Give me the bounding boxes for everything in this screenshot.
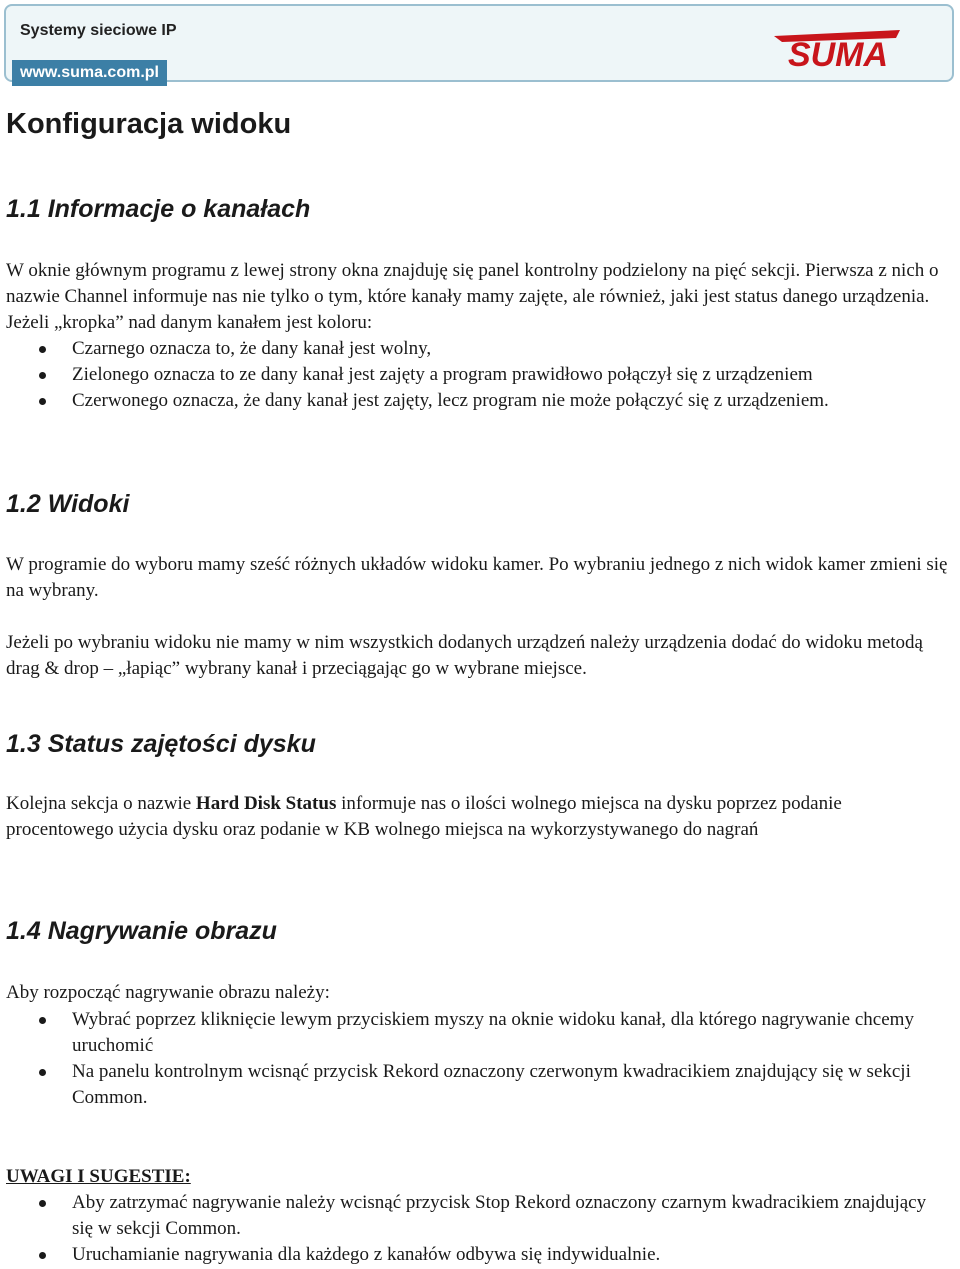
page-header xyxy=(4,4,954,82)
section-1-1-intro: W oknie głównym programu z lewej strony okna znajduję się panel kontrolny podzielony na pięć sekcji. Pierwsza z nich o nazwie Channel informuje nas nie tylko o tym, które kanały mamy zajęte, ale również, jaki jest status danego urządzenia. Jeżeli „kropka” nad danym kanałem jest koloru: xyxy=(6,260,939,333)
list-item: Na panelu kontrolnym wcisnąć przycisk Rekord oznaczony czerwonym kwadracikiem znajdujący się w sekcji Common. xyxy=(0,1059,950,1111)
notes-list xyxy=(0,1190,950,1268)
document-title: Konfiguracja widoku xyxy=(6,108,292,140)
recording-steps-list xyxy=(0,1007,950,1111)
section-heading-1-4: 1.4 Nagrywanie obrazu xyxy=(6,917,277,945)
suma-logo xyxy=(768,24,908,72)
section-1-3-text-before: Kolejna sekcja o nazwie xyxy=(6,793,196,814)
section-1-3-text-after: informuje nas o ilości wolnego miejsca na dysku poprzez podanie procentowego użycia dysku oraz podanie w KB wolnego miejsca na wykorzystywanego do nagrań xyxy=(6,793,842,840)
section-1-2-paragraph-1: W programie do wyboru mamy sześć różnych układów widoku kamer. Po wybraniu jednego z nich widok kamer zmieni się na wybrany. xyxy=(6,554,948,601)
section-heading-1-1: 1.1 Informacje o kanałach xyxy=(6,195,311,223)
section-heading-1-2: 1.2 Widoki xyxy=(6,490,130,518)
section-1-2-paragraph-2: Jeżeli po wybraniu widoku nie mamy w nim wszystkich dodanych urządzeń należy urządzenia dodać do widoku metodą drag & drop – „łapiąc” wybrany kanał i przeciągając go w wybrane miejsce. xyxy=(6,632,923,679)
notes-heading: UWAGI I SUGESTIE: xyxy=(6,1166,191,1187)
channel-status-list xyxy=(0,336,950,414)
list-item: Uruchamianie nagrywania dla każdego z kanałów odbywa się indywidualnie. xyxy=(0,1242,950,1268)
logo-text: SUMA xyxy=(787,36,889,72)
hard-disk-status-term: Hard Disk Status xyxy=(195,793,337,814)
header-title: Systemy sieciowe IP xyxy=(20,22,177,39)
list-item: Wybrać poprzez kliknięcie lewym przyciskiem myszy na oknie widoku kanał, dla którego nagrywanie chcemy uruchomić xyxy=(0,1007,950,1059)
section-1-3-paragraph xyxy=(6,791,951,843)
list-item: Czerwonego oznacza, że dany kanał jest zajęty, lecz program nie może połączyć się z urządzeniem. xyxy=(0,388,950,414)
list-item: Zielonego oznacza to ze dany kanał jest zajęty a program prawidłowo połączył się z urządzeniem xyxy=(0,362,950,388)
section-1-4-intro: Aby rozpocząć nagrywanie obrazu należy: xyxy=(6,982,330,1003)
list-item: Aby zatrzymać nagrywanie należy wcisnąć przycisk Stop Rekord oznaczony czarnym kwadracikiem znajdujący się w sekcji Common. xyxy=(0,1190,950,1242)
list-item: Czarnego oznacza to, że dany kanał jest wolny, xyxy=(0,336,950,362)
header-url: www.suma.com.pl xyxy=(12,60,167,86)
section-heading-1-3: 1.3 Status zajętości dysku xyxy=(6,730,316,758)
